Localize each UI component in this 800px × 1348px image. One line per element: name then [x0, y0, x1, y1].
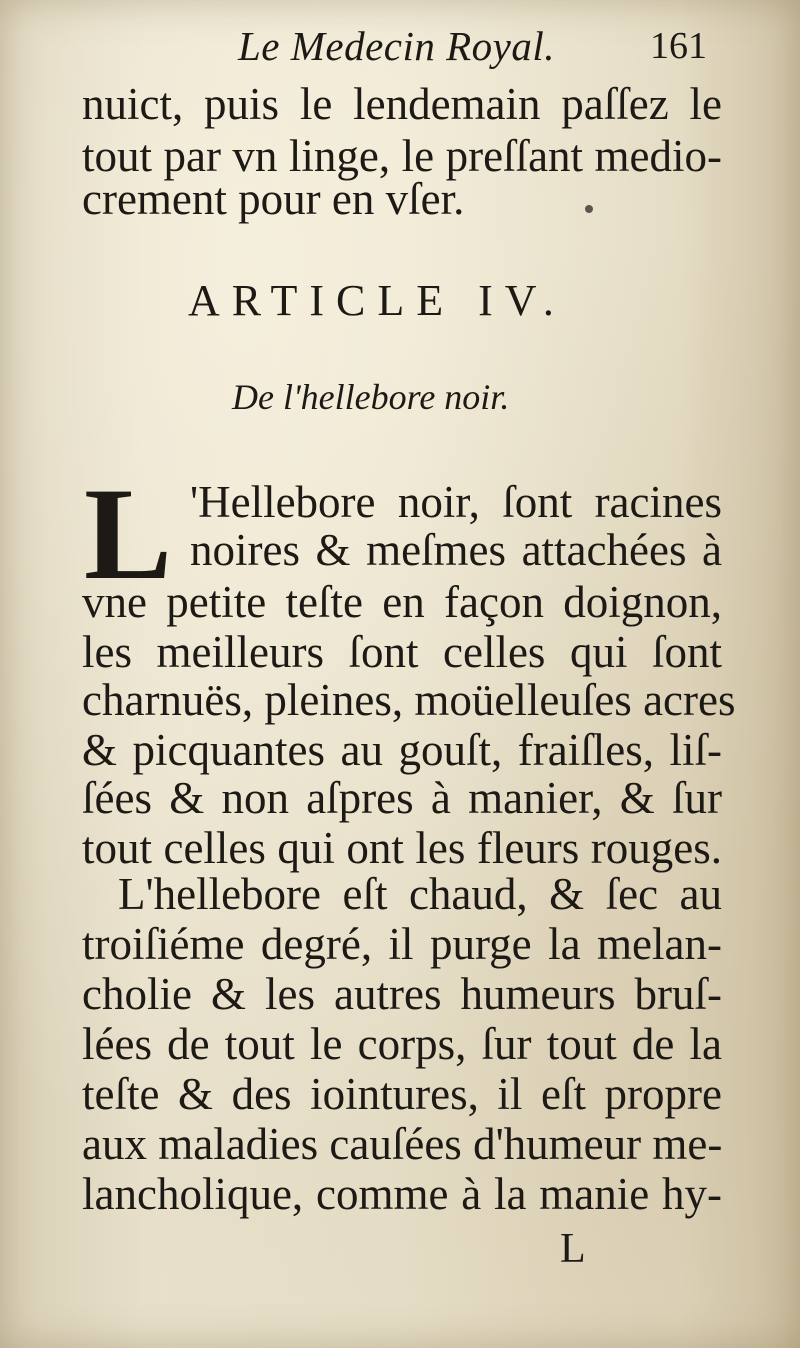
signature-mark: L: [560, 1226, 586, 1272]
text-line: 'Hellebore noir, ſont racines: [190, 477, 722, 527]
text-line: aux maladies cauſées d'humeur me-: [82, 1119, 723, 1169]
text-line: cholie & les autres humeurs bruſ-: [82, 969, 722, 1019]
article-heading: ARTICLE IV.: [188, 276, 566, 325]
text-line: L'hellebore eſt chaud, & ſec au: [118, 869, 722, 919]
text-line: & picquantes au gouſt, fraiſles, liſ-: [82, 725, 722, 775]
page-header: [0, 20, 800, 80]
page-number: 161: [650, 25, 707, 67]
text-line: vne petite teſte en façon doignon,: [82, 577, 722, 627]
text-line: troiſiéme degré, il purge la melan-: [82, 919, 722, 969]
text-line: lées de tout le corps, ſur tout de la: [82, 1019, 722, 1069]
text-line: charnuës, pleines, moüelleuſes acres: [82, 675, 736, 725]
text-line: les meilleurs ſont celles qui ſont: [82, 627, 722, 677]
text-line: tout celles qui ont les fleurs rouges.: [82, 823, 722, 873]
text-line: tout par vn linge, le preſſant medio-: [82, 131, 722, 181]
text-line: nuict, puis le lendemain paſſez le: [82, 79, 722, 129]
ink-spot: [585, 205, 593, 213]
text-line: crement pour en vſer.: [82, 174, 465, 224]
drop-capital: L: [84, 460, 173, 607]
text-line: teſte & des iointures, il eſt propre: [82, 1069, 722, 1119]
text-line: noires & meſmes attachées à: [190, 525, 722, 575]
text-line: ſées & non aſpres à manier, & ſur: [82, 773, 722, 823]
article-subtitle: De l'hellebore noir.: [232, 377, 510, 417]
running-title: Le Medecin Royal.: [238, 23, 556, 69]
text-line: lancholique, comme à la manie hy-: [82, 1169, 722, 1219]
